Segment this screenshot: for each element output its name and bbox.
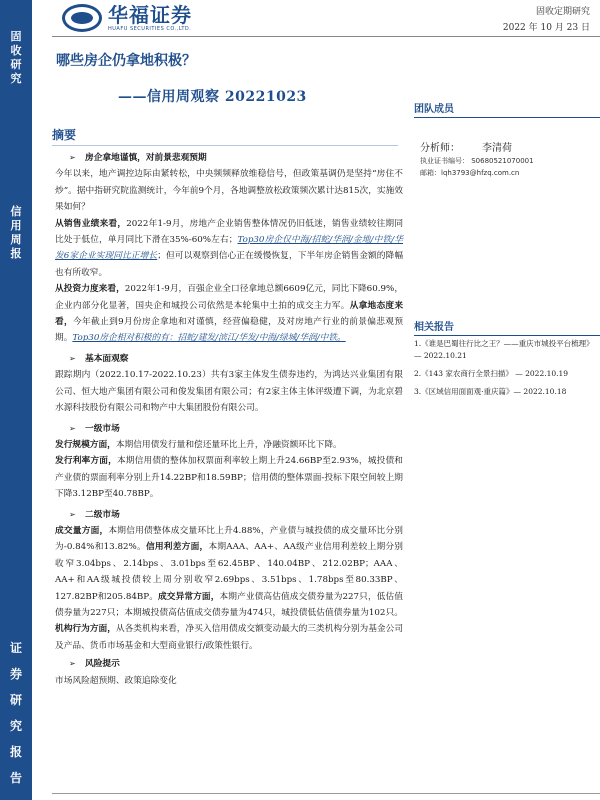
side-char: 信	[10, 205, 22, 218]
company-logo	[62, 4, 192, 32]
logo-name-en: HUAFU SECURITIES CO.,LTD.	[108, 26, 192, 32]
side-char: 告	[9, 771, 22, 785]
related-heading: 相关报告	[414, 318, 600, 336]
lead-text: 信用利差方面，	[145, 542, 209, 553]
report-date: 2022 年 10 月 23 日	[502, 23, 590, 33]
body-text: 本期信用债发行量和偿还量环比上升，净融资额环比下降。	[115, 439, 342, 450]
body-text: 本期产业债高估值成交债券量为227只，低估值债券量为227只；本期城投债高估值成交债券量为474只，城投债低估值债券量为102只。	[55, 591, 403, 618]
body-text: 今年截止到9月份房企拿地和对谨慎，经营偏稳健，及对房地产行业的前景偏悲观预期。	[55, 317, 404, 344]
lead-text: 发行利率方面，	[55, 456, 117, 467]
related-item[interactable]: 1.《谁是巴蜀往行比之王？——重庆市城投平台梳理》 — 2022.10.21	[414, 339, 594, 360]
side-char: 证	[9, 641, 22, 655]
side-char: 报	[9, 745, 22, 759]
analyst-email[interactable]: 邮箱：lqh3793@hfzq.com.cn	[420, 169, 520, 177]
section-title: ➢ 风险提示	[55, 656, 403, 672]
side-label-fixed-income	[0, 30, 32, 86]
side-char: 究	[10, 72, 22, 85]
lead-text: 发行规模方面，	[55, 439, 116, 450]
lead-text: 从拿地态度来看，	[55, 300, 404, 328]
body-text: 本期AAA、AA+、AA级产业信用利差较上期分别收窄3.04bps、2.14bps、3.01bps至62.45BP、140.04BP、212.02BP；AAA、AA+和AA级城投债较上周分别收窄2.69bps、3.51bps、1.78bps至80.33BP、127.82BP和205.84BP。	[55, 542, 403, 602]
body-text: 从各类机构来看，净买入信用债成交额变动最大的三类机构分别为基金公司及产品、货币市场基金和大型商业银行/政策性银行。	[55, 624, 404, 651]
abstract-heading: 摘要	[52, 126, 398, 146]
body-text: 2022年1-9月，房地产企业销售整体情况仍旧低迷，销售业绩较往期同比处于低位，单月同比下滑在35%-60%左右；	[55, 218, 404, 246]
side-char: 收	[10, 44, 22, 57]
paragraph: 今年以来，地产调控边际由紧转松，中央频频释放维稳信号，但政策基调仍是坚持“房住不炒”。据中指研究院监测统计，今年前9个月，各地调整放松政策频次累计达815次，实施效果如何？	[55, 169, 403, 213]
paragraph: 跟踪期内（2022.10.17-2022.10.23）共有3家主体发生债券违约，为鸿达兴业集团有限公司、恒大地产集团有限公司和俊发集团有限公司；有2家主体主体评级遭下调，为北京碧水源科技股份有限公司和物产中大集团股份有限公司。	[55, 370, 403, 414]
logo-name: 华福证券	[108, 3, 192, 27]
section-title: ➢ 房企拿地谨慎，对前景悲观预期	[55, 150, 403, 166]
side-char: 报	[10, 247, 22, 260]
header-divider	[52, 36, 600, 37]
lead-text: 从投资力度来看，	[55, 284, 125, 295]
side-char: 研	[10, 58, 22, 71]
lead-text: 从销售业绩来看，	[55, 218, 127, 229]
section-title: ➢ 二级市场	[55, 507, 403, 523]
related-list	[414, 338, 600, 404]
paragraph	[55, 437, 403, 453]
side-char: 研	[9, 693, 22, 707]
side-label-credit-weekly	[0, 205, 32, 261]
highlight-text: Top30房企相对积极的有：招蛇/建发/滨江/华发/中海/绿城/华润/中铁。	[72, 333, 346, 344]
body-text: 2022年1-9月，百强企业全口径拿地总额6609亿元，同比下降60.9%，企业内部分化显著，国央企和城投公司依然是本轮集中土拍的成交主力军。	[55, 284, 404, 311]
paragraph	[55, 453, 403, 502]
side-char: 究	[9, 719, 22, 733]
paragraph: 市场风险超预期、政策追除变化	[55, 675, 177, 686]
related-item[interactable]: 3.《区域信用面面观·重庆篇》— 2022.10.18	[414, 387, 567, 396]
body-text: 本期信用债的整体加权票面利率较上期上升24.66BP至2.93%，城投债和产业债的票面利率分别上升14.22BP和18.59BP；信用债的整体票面-投标下限空间较上期下降3.12BP至40.78BP。	[55, 456, 403, 500]
side-label-research-report	[0, 635, 32, 791]
related-item[interactable]: 2.《143 家农商行全景扫描》 — 2022.10.19	[414, 369, 569, 378]
footer-divider	[52, 793, 600, 794]
side-char: 周	[10, 233, 22, 246]
report-type: 固收定期研究	[535, 7, 590, 17]
analyst-cert: 执业证书编号： S0680521070001	[420, 157, 534, 165]
abstract-body	[55, 150, 403, 689]
highlight-text: Top30房企仅中海/招蛇/华润/金地/中铁/华发6家企业实现同比正增长	[55, 235, 403, 262]
analyst-name: 李清荷	[482, 143, 512, 154]
paragraph	[55, 523, 403, 654]
side-char: 券	[9, 667, 22, 681]
analyst-label: 分析师：	[420, 143, 460, 154]
team-heading: 团队成员	[414, 100, 600, 118]
lead-text: 成交量方面，	[55, 525, 109, 536]
paragraph	[55, 281, 403, 347]
side-char: 固	[10, 30, 22, 43]
paragraph	[55, 216, 403, 282]
analyst	[420, 139, 512, 154]
side-char: 用	[10, 219, 22, 232]
lead-text: 机构行为方面，	[55, 624, 116, 635]
report-subtitle: ——信用周观察 20221023	[118, 89, 307, 105]
report-title: 哪些房企仍拿地积极？	[56, 53, 196, 69]
body-text: 本期信用债整体成交量环比上升4.88%，产业债与城投债的成交量环比分别为-0.84%和13.82%。	[55, 525, 403, 553]
logo-mark-icon	[62, 4, 102, 32]
section-title: ➢ 基本面观察	[55, 351, 403, 367]
section-title: ➢ 一级市场	[55, 421, 403, 437]
body-text: ；但可以观察到信心正在缓慢恢复，下半年房企销售金额的降幅也有所收窄。	[55, 251, 403, 278]
lead-text: 成交异常方面，	[158, 591, 220, 602]
